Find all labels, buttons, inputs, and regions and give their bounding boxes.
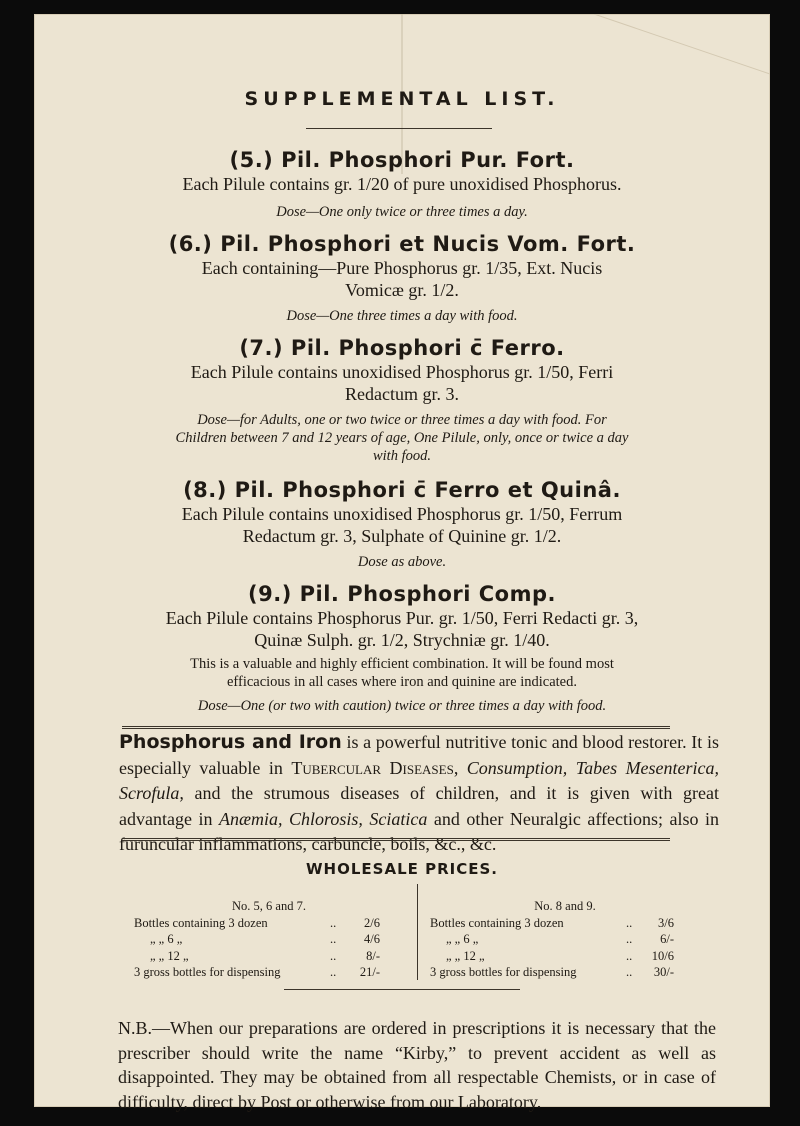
promo-text-7: and other Neuralgic affections; also in furuncular inflammations, carbuncle, boils, &c., &c. — [119, 808, 719, 854]
price-right-row — [430, 915, 700, 932]
price-left-row — [134, 915, 404, 932]
wholesale-prices-title: WHOLESALE PRICES. — [306, 860, 498, 878]
price-row-label: „ „ 12 „ — [150, 948, 189, 963]
price-row-label: „ „ 6 „ — [446, 932, 479, 946]
nb-paragraph: N.B.—When our preparations are ordered in prescriptions it is necessary that the prescriber should write the name “Kirby,” to prevent accident as well as disappointed. They may be obtained from all respectable Chemists, or in case of difficulty, direct by Post or otherwise from our Laboratory. — [118, 1018, 716, 1112]
page-title: SUPPLEMENTAL LIST. — [244, 88, 560, 110]
promo-text-6: Anæmia, Chlorosis, Sciatica — [218, 808, 428, 829]
price-row-dots: .. — [626, 948, 633, 963]
section-rule-2 — [122, 838, 670, 841]
promo-text-1: is a powerful nutritive tonic and blood restorer. It is especially valuable in — [119, 732, 719, 778]
item-5-line-1: Each Pilule contains gr. 1/20 of pure unoxidised Phosphorus. — [182, 174, 622, 194]
price-column-right — [430, 898, 700, 981]
title-rule — [306, 128, 492, 129]
price-row-dots: .. — [330, 965, 337, 979]
price-row-dots: .. — [330, 915, 337, 930]
promo-text-5: and the strumous diseases of children, and it is given with great advantage in — [119, 783, 719, 829]
item-9-line-2: Quinæ Sulph. gr. 1/2, Strychniæ gr. 1/40. — [254, 630, 550, 650]
item-8-dose: Dose as above. — [357, 554, 447, 570]
price-left-row — [134, 964, 404, 981]
price-column-left — [134, 898, 404, 981]
price-row-label: Bottles containing 3 dozen — [430, 915, 564, 930]
item-5-heading: (5.) Pil. Phosphori Pur. Fort. — [229, 148, 575, 172]
price-row-price: 8/- — [366, 948, 380, 963]
price-row-label: „ „ 12 „ — [446, 948, 485, 963]
item-7-line-1: Each Pilule contains unoxidised Phosphorus gr. 1/50, Ferri — [190, 362, 614, 382]
item-8-line-2: Redactum gr. 3, Sulphate of Quinine gr. 1/2. — [242, 526, 562, 546]
item-6-dose: Dose—One three times a day with food. — [286, 308, 518, 324]
price-row-label: Bottles containing 3 dozen — [134, 915, 268, 930]
item-8-line-1: Each Pilule contains unoxidised Phosphorus gr. 1/50, Ferrum — [181, 504, 623, 524]
promo-text-3: , — [453, 757, 467, 778]
item-7-line-2: Redactum gr. 3. — [345, 384, 459, 404]
price-left-row — [134, 931, 404, 948]
price-right-header: No. 8 and 9. — [534, 899, 596, 913]
item-9-note-1: This is a valuable and highly efficient combination. It will be found most — [190, 656, 614, 672]
price-right-row — [430, 931, 700, 948]
price-column-divider — [417, 884, 418, 980]
item-9-note-2: efficacious in all cases where iron and quinine are indicated. — [226, 674, 577, 690]
price-row-price: 10/6 — [651, 948, 674, 963]
price-row-price: 30/- — [653, 965, 674, 979]
price-row-dots: .. — [626, 932, 633, 946]
item-9-line-1: Each Pilule contains Phosphorus Pur. gr. 1/50, Ferri Redacti gr. 3, — [165, 608, 639, 628]
item-6-heading: (6.) Pil. Phosphori et Nucis Vom. Fort. — [168, 232, 636, 256]
promo-text-2: Tubercular Diseases — [291, 757, 454, 778]
item-6-line-1: Each containing—Pure Phosphorus gr. 1/35, Ext. Nucis — [201, 258, 603, 278]
item-9-dose: Dose—One (or two with caution) twice or three times a day with food. — [197, 698, 607, 714]
document-page — [34, 14, 770, 1112]
price-row-price: 3/6 — [658, 915, 674, 930]
item-7-dose-3: with food. — [372, 448, 431, 464]
price-row-label: 3 gross bottles for dispensing — [430, 965, 577, 979]
price-right-row — [430, 948, 700, 965]
item-7-dose-1: Dose—for Adults, one or two twice or three times a day with food. For — [197, 412, 607, 428]
price-row-price: 2/6 — [364, 915, 380, 930]
price-row-price: 6/- — [660, 932, 674, 946]
price-row-dots: .. — [330, 948, 337, 963]
item-6-line-2: Vomicæ gr. 1/2. — [345, 280, 459, 300]
price-row-price: 4/6 — [364, 932, 380, 946]
price-left-header: No. 5, 6 and 7. — [232, 899, 306, 913]
price-row-label: „ „ 6 „ — [150, 932, 183, 946]
price-right-row — [430, 964, 700, 981]
section-rule-3 — [284, 989, 520, 990]
price-row-dots: .. — [626, 915, 633, 930]
item-9-heading: (9.) Pil. Phosphori Comp. — [248, 582, 556, 606]
promo-text-4: Consumption, Tabes Mesenterica, Scrofula, — [119, 757, 720, 803]
item-7-dose-2: Children between 7 and 12 years of age, One Pilule, only, once or twice a day — [175, 430, 629, 446]
price-row-price: 21/- — [359, 965, 380, 979]
price-row-dots: .. — [626, 965, 633, 979]
promo-lead: Phosphorus and Iron — [119, 731, 342, 753]
item-5-dose: Dose—One only twice or three times a day. — [276, 204, 528, 220]
price-left-row — [134, 948, 404, 965]
item-7-heading: (7.) Pil. Phosphori c̄ Ferro. — [239, 336, 565, 360]
price-row-label: 3 gross bottles for dispensing — [134, 965, 281, 979]
item-8-heading: (8.) Pil. Phosphori c̄ Ferro et Quinâ. — [183, 478, 621, 502]
section-rule-1 — [122, 726, 670, 729]
price-row-dots: .. — [330, 932, 337, 946]
